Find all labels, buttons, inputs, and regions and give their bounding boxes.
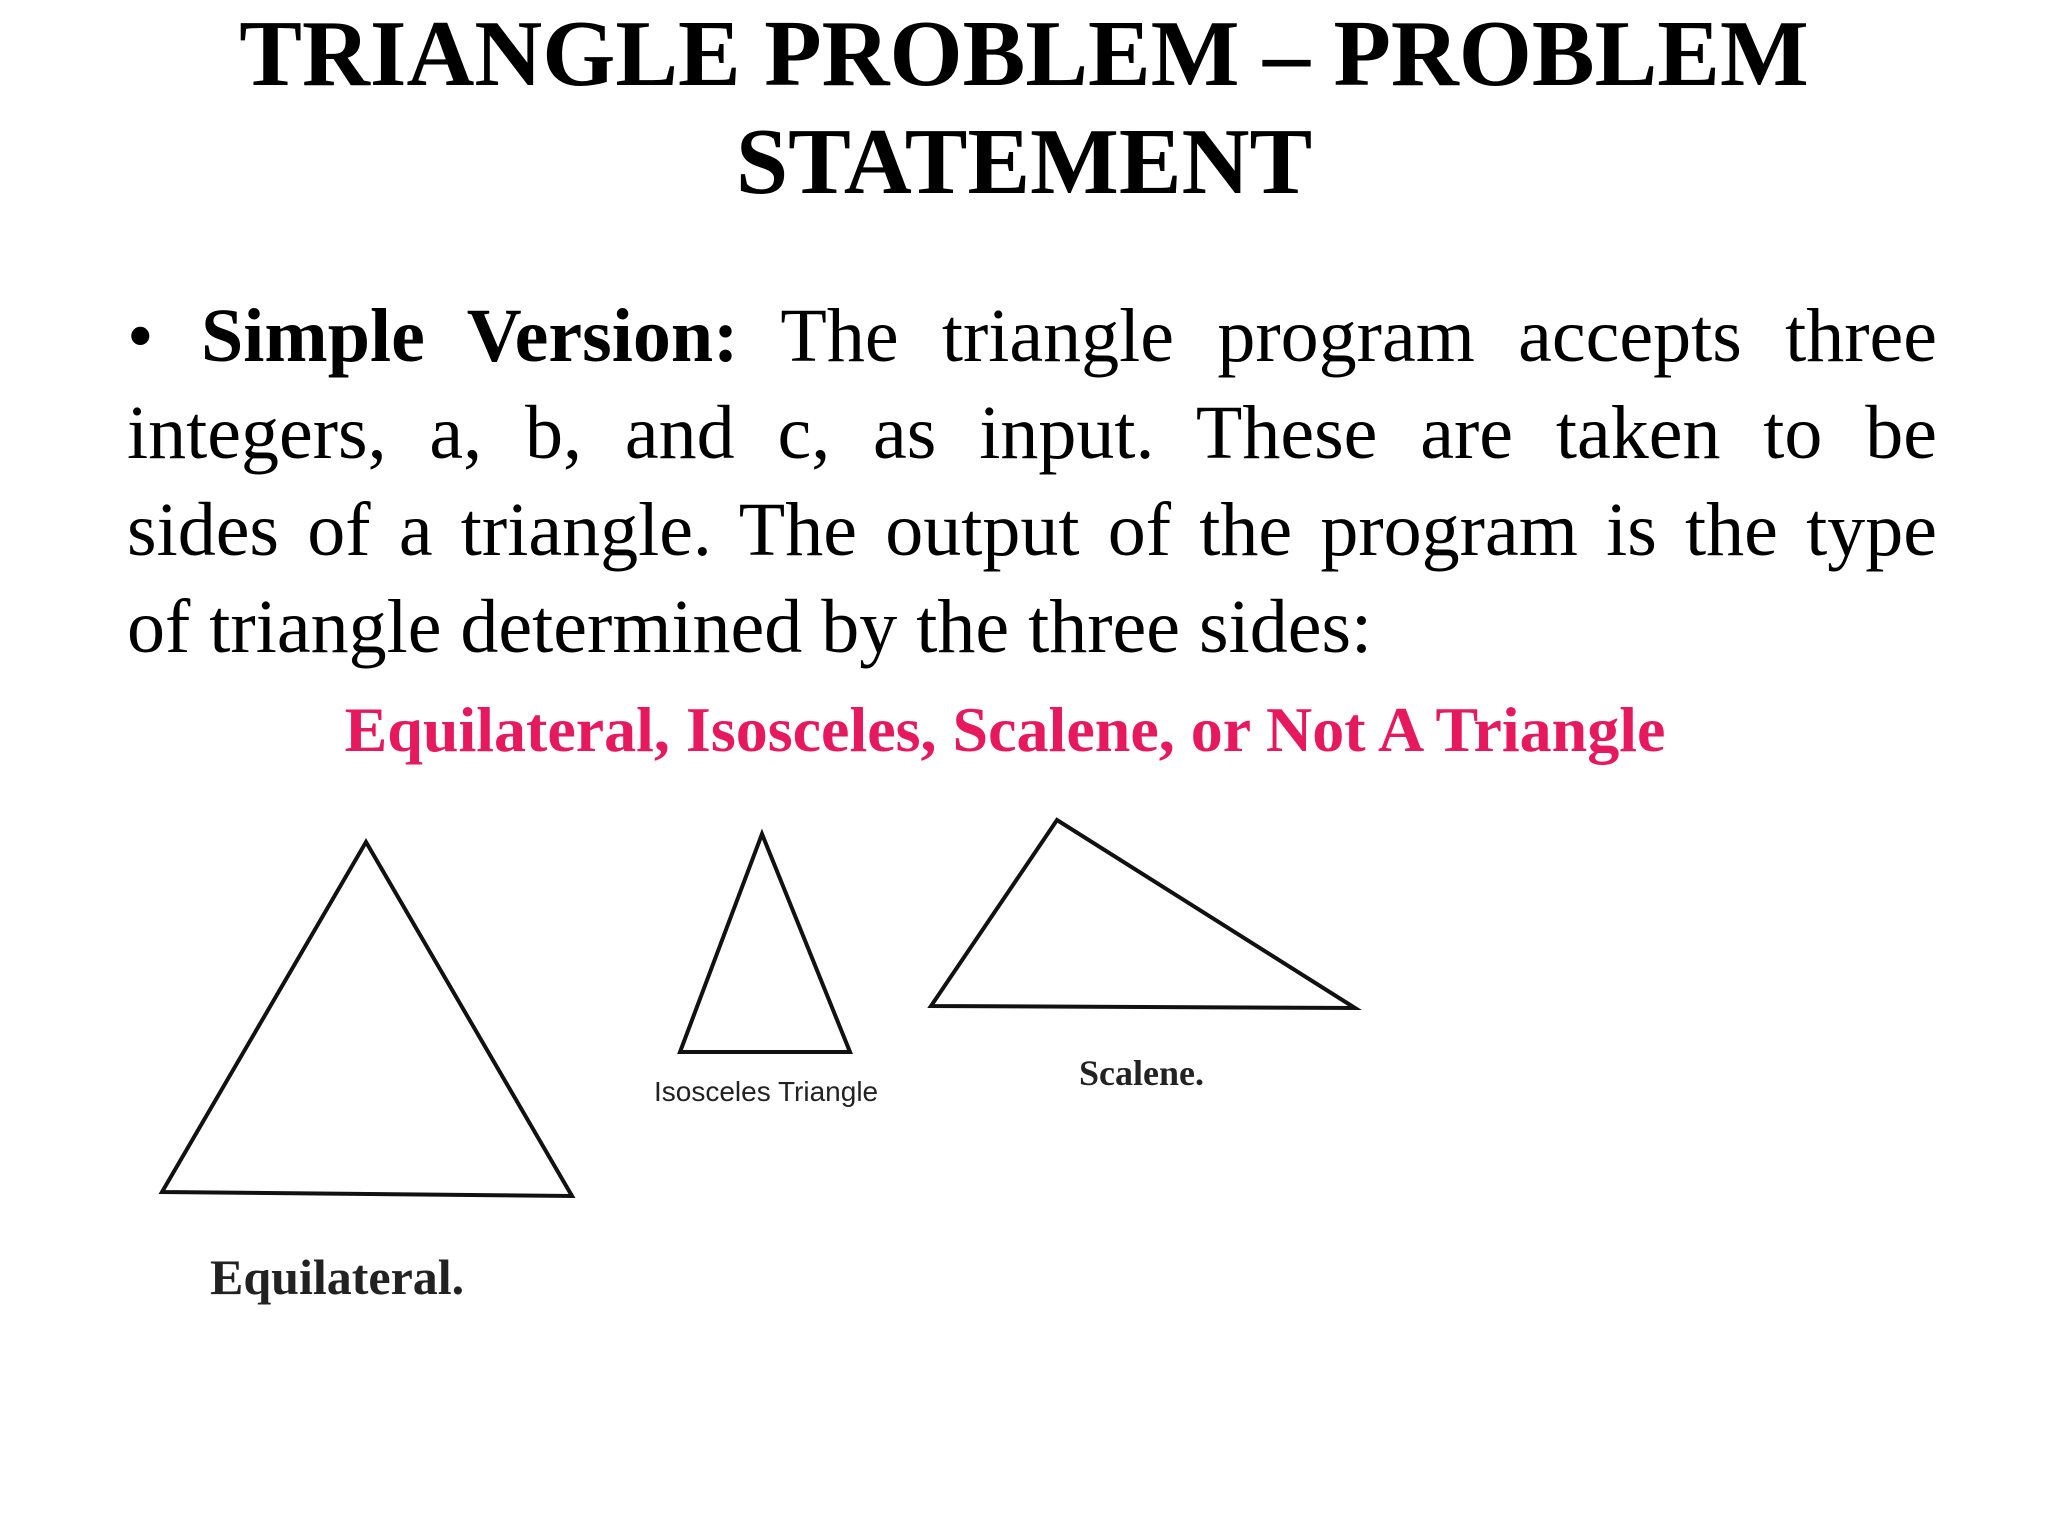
isosceles-triangle-drawing xyxy=(640,820,900,1120)
slide-title-line-1: TRIANGLE PROBLEM – PROBLEM xyxy=(239,2,1809,106)
statement-term: Simple Version: xyxy=(201,294,739,378)
bullet-marker: • xyxy=(127,294,154,378)
isosceles-figure xyxy=(640,820,900,1120)
slide-title xyxy=(0,0,2048,216)
problem-statement xyxy=(127,288,1937,676)
slide-title-line-2: STATEMENT xyxy=(735,110,1313,214)
triangle-types-list: Equilateral, Isosceles, Scalene, or Not A Triangle xyxy=(344,694,1666,765)
statement-line-1-text: The triangle program accepts three xyxy=(780,294,1937,378)
statement-line-2: integers, a, b, and c, as input. These are taken to be xyxy=(127,391,1937,475)
isosceles-caption: Isosceles Triangle xyxy=(654,1076,879,1107)
scalene-figure xyxy=(915,812,1360,1102)
statement-line-4: of triangle determined by the three sides: xyxy=(127,585,1373,669)
equilateral-triangle-drawing xyxy=(150,820,590,1320)
equilateral-figure xyxy=(150,820,590,1320)
scalene-caption: Scalene. xyxy=(1079,1053,1204,1093)
equilateral-caption: Equilateral. xyxy=(210,1249,465,1305)
statement-line-3: sides of a triangle. The output of the program is the type xyxy=(127,488,1937,572)
statement-line-1 xyxy=(127,288,1937,385)
